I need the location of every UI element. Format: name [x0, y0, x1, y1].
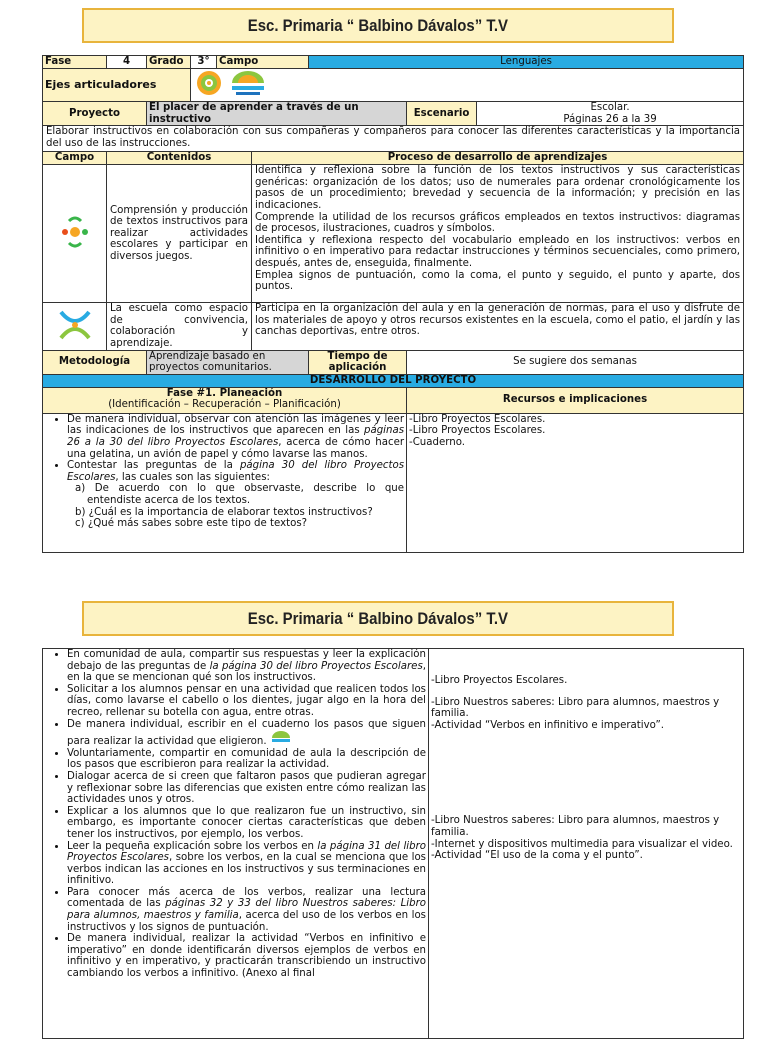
- bullet-ref: la página 30 del libro Proyectos Escolares: [209, 660, 423, 672]
- campo-value: Lenguajes: [309, 56, 744, 69]
- escenario-label: Escenario: [407, 102, 477, 126]
- bullet-ref: la página 31 del libro Proyectos Escolares: [67, 840, 426, 864]
- escenario-line-1: Escolar.: [590, 102, 630, 113]
- list-item: [67, 933, 426, 979]
- fase1-header: [43, 387, 407, 413]
- bullet-text: De manera individual, escribir en el cuaderno los pasos que siguen para realizar la actividad que eligieron.: [67, 718, 426, 748]
- bullet-text: Para conocer más acerca de los verbos, realizar una lectura comentada de las: [67, 886, 426, 910]
- list-item: [67, 460, 404, 483]
- target-icon: [193, 69, 225, 101]
- question-item: b) ¿Cuál es la importancia de elaborar textos instructivos?: [75, 506, 373, 518]
- col-header-proceso: Proceso de desarrollo de aprendizajes: [252, 152, 744, 165]
- bullet-text: , en la que se mencionan qué son los instructivos.: [67, 660, 426, 684]
- fase1-title: Fase #1. Planeación: [166, 387, 283, 399]
- resource-spacer: [431, 687, 741, 697]
- fase1-bullet-text: , las cuales son las siguientes:: [115, 471, 270, 483]
- bullet-text: , acerca del uso de los verbos en los instructivos y los signos de puntuación.: [67, 910, 426, 933]
- metodologia-value: Aprendizaje basado en proyectos comunitarios.: [147, 350, 309, 374]
- school-banner: [82, 8, 674, 43]
- fase1-resources: [407, 413, 744, 552]
- list-item: [67, 841, 426, 887]
- proyecto-value: El placer de aprender a través de un instructivo: [147, 102, 407, 126]
- ejes-icons: [191, 69, 744, 102]
- question-item: a) De acuerdo con lo que observaste, describe lo que entendiste acerca de los textos.: [75, 483, 405, 506]
- list-item: [67, 771, 426, 806]
- campo-icon-lenguajes: [43, 165, 107, 303]
- resource-item: -Internet y dispositivos multimedia para visualizar el video.: [431, 838, 733, 850]
- resource-item: -Actividad “El uso de la coma y el punto”.: [431, 850, 643, 862]
- list-item: [67, 649, 426, 684]
- resource-item: -Libro Proyectos Escolares.: [409, 425, 546, 437]
- grado-value: 3°: [191, 56, 217, 69]
- col-header-campo: Campo: [43, 152, 107, 165]
- list-item: [67, 414, 404, 460]
- contenido-1: Comprensión y producción de textos instructivos para realizar actividades escolares y participar en diversos juegos.: [107, 165, 252, 303]
- proceso-2: Participa en la organización del aula y en la generación de normas, para el uso y disfrute de los materiales de apoyo y otros recursos existentes en la escuela, como el patio, el jardín y las canchas deportivas, entre otros.: [252, 303, 744, 350]
- question-item: c) ¿Qué más sabes sobre este tipo de textos?: [75, 518, 308, 530]
- bullet-text: Voluntariamente, compartir en comunidad de aula la descripción de los pasos que escribieron para realizar la actividad.: [67, 747, 426, 771]
- fase1-subtitle: (Identificación – Recuperación – Planificación): [108, 399, 341, 411]
- resource-item: -Actividad “Verbos en infinitivo e imperativo”.: [431, 719, 665, 731]
- proceso-1: [252, 165, 744, 303]
- list-item: [67, 719, 426, 748]
- escenario-line-2: Páginas 26 a la 39: [563, 113, 657, 125]
- school-banner-page2: [82, 601, 674, 636]
- bullet-text: Explicar a los alumnos que lo que realizaron fue un instructivo, sin embargo, es importante conocer ciertas características que deben tener los instructivos, por ejemplo, los verbos.: [67, 805, 426, 840]
- bullet-text: Leer la pequeña explicación sobre los verbos en: [67, 840, 318, 852]
- proceso-1-item: Identifica y reflexiona respecto del vocabulario empleado en los instructivos: verbos en infinitivo o en imperativo para redactar instrucciones y términos secuenciales, como primero, después, antes de, enseguida, finalmente.: [255, 234, 741, 269]
- proceso-1-item: Emplea signos de puntuación, como la coma, el punto y seguido, el punto y aparte, dos puntos.: [255, 269, 741, 293]
- bullet-text: Solicitar a los alumnos pensar en una actividad que realicen todos los días, como lavarse el cabello o los dientes, jugar algo en la hora del recreo, rellenar su botella con agua, entre otras.: [67, 683, 426, 718]
- planning-table: [42, 55, 744, 553]
- fase1-bullet-text: Contestar las preguntas de la: [67, 460, 240, 472]
- tiempo-label: Tiempo de aplicación: [309, 350, 407, 374]
- bullet-ref: páginas 32 y 33 del libro Nuestros saberes: Libro para alumnos, maestros y familia: [67, 898, 426, 922]
- tiempo-value: Se sugiere dos semanas: [407, 350, 744, 374]
- bullet-text: En comunidad de aula, compartir sus respuestas y leer la explicación debajo de las preguntas de: [67, 649, 426, 672]
- fase-label: Fase: [43, 56, 107, 69]
- bullet-text: De manera individual, realizar la actividad “Verbos en infinitivo e imperativo” en donde identificarán diversos ejemplos de verbos en infinitivo y en imperativo, y practicarán transcribiendo un instructivo cambiando los verbos a infinitivo. (Anexo al final: [67, 933, 426, 980]
- bullet-text: Dialogar acerca de si creen que faltaron pasos que pudieran agregar y reflexionar sobre las diferencias que existen entre cómo realizan las actividades unos y otros.: [67, 770, 426, 806]
- activities-table-page2: [42, 648, 744, 1039]
- ejes-label-text: Ejes articuladores: [45, 78, 157, 92]
- list-item: [67, 887, 426, 933]
- resource-spacer: [431, 731, 741, 815]
- resource-item: -Libro Proyectos Escolares.: [409, 413, 546, 425]
- contenido-2: La escuela como espacio de convivencia, colaboración y aprendizaje.: [107, 303, 252, 350]
- bullet-text: , sobre los verbos, en la cual se menciona que los verbos indican las acciones en los instructivos y sus terminaciones en infinitivo.: [67, 852, 426, 887]
- desarrollo-header: DESARROLLO DEL PROYECTO: [43, 374, 744, 387]
- grado-label: Grado: [147, 56, 191, 69]
- resource-item: -Libro Nuestros saberes: Libro para alumnos, maestros y familia.: [431, 696, 720, 720]
- metodologia-label: Metodología: [43, 350, 147, 374]
- resource-spacer: [431, 649, 741, 675]
- col-header-contenidos: Contenidos: [107, 152, 252, 165]
- recursos-header: Recursos e implicaciones: [407, 387, 744, 413]
- list-item: [67, 684, 426, 719]
- proceso-1-item: Comprende la utilidad de los recursos gráficos empleados en textos instructivos: diagramas de procesos, ilustraciones, cuadros y símbolos.: [255, 211, 741, 235]
- page2-resources: [429, 649, 744, 1039]
- fase1-bullet-text: , acerca de cómo hacer una gelatina, un avión de papel y cómo lavarse las manos.: [67, 436, 405, 460]
- page2-activities: [43, 649, 429, 1039]
- fase1-bullet-ref: página 30 del libro Proyectos Escolares: [67, 460, 405, 483]
- school-title-page2: Esc. Primaria “ Balbino Dávalos” T.V: [247, 608, 509, 628]
- project-objective: Elaborar instructivos en colaboración con sus compañeras y compañeros para conocer las diferentes características y la importancia del uso de las instrucciones.: [43, 126, 744, 152]
- fase-value: 4: [107, 56, 147, 69]
- fase1-activities: [43, 413, 407, 552]
- community-icon-small: [270, 736, 292, 747]
- resource-item: -Libro Nuestros saberes: Libro para alumnos, maestros y familia.: [431, 815, 720, 838]
- escenario-value: [477, 102, 744, 126]
- proceso-1-item: Identifica y reflexiona sobre la función de los textos instructivos y sus características genéricas: organización de los datos; uso de numerales para ordenar cronológicamente los pasos de un procedimiento; brevedad y secuencia de la información; y precisión en las indicaciones.: [255, 165, 741, 211]
- list-item: [67, 748, 426, 771]
- school-title: Esc. Primaria “ Balbino Dávalos” T.V: [247, 15, 509, 35]
- ejes-label: [43, 69, 191, 102]
- campo-icon-convivencia: [43, 303, 107, 350]
- fase1-bullet-text: De manera individual, observar con atención las imágenes y leer las indicaciones de los instructivos que aparecen en las: [67, 413, 405, 437]
- community-icon: [228, 69, 268, 101]
- proyecto-label: Proyecto: [43, 102, 147, 126]
- fase1-bullet-ref: páginas 26 a la 30 del libro Proyectos Escolares: [67, 425, 405, 448]
- resource-item: -Cuaderno.: [409, 436, 465, 448]
- resource-item: -Libro Proyectos Escolares.: [431, 675, 568, 686]
- list-item: [67, 806, 426, 841]
- campo-label: Campo: [217, 56, 309, 69]
